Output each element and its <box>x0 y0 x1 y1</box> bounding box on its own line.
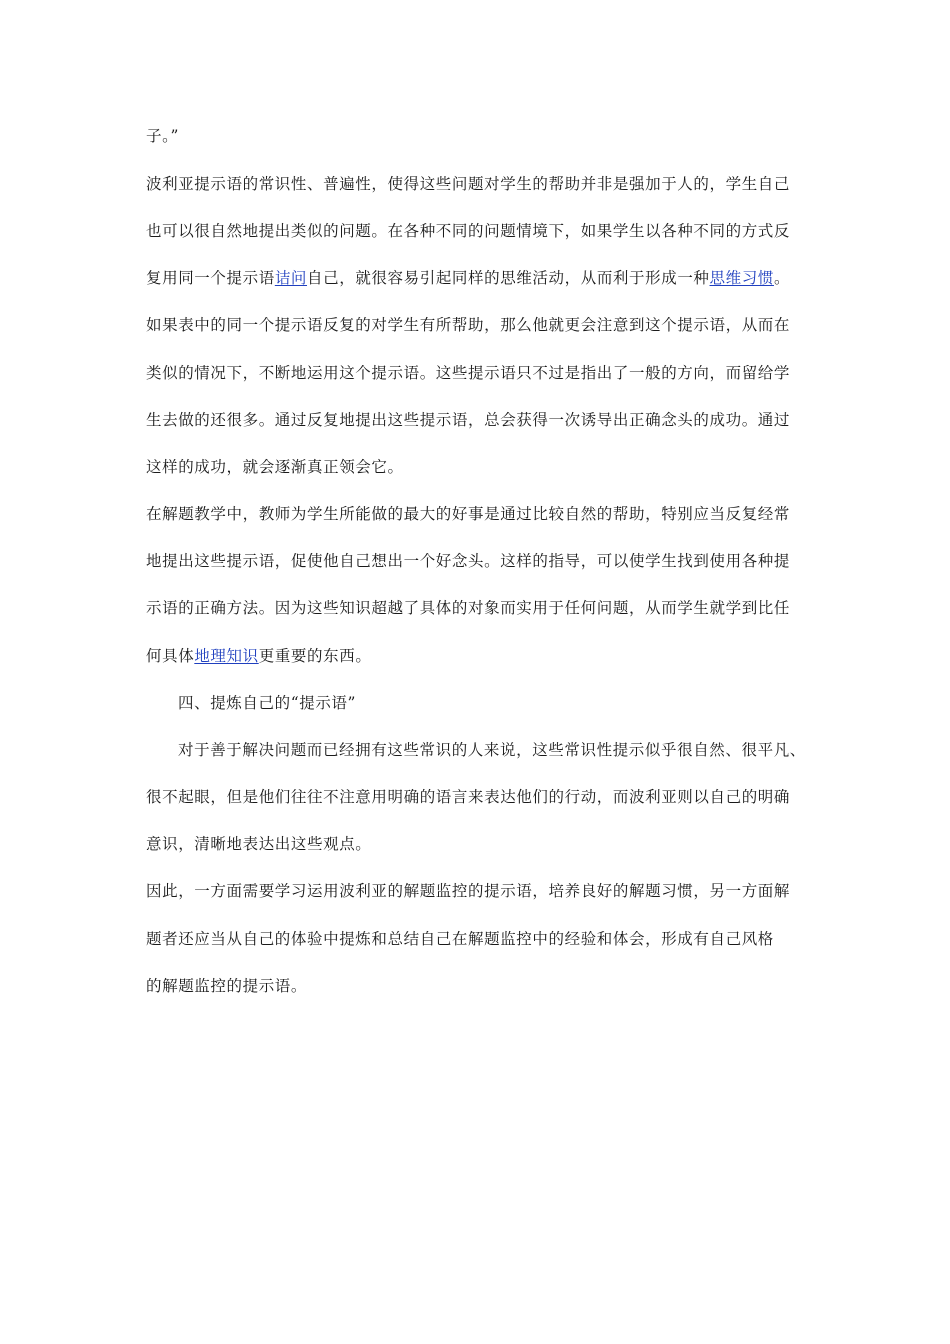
text-line: 子。” <box>146 127 179 145</box>
text-segment: 何具体 <box>146 647 195 665</box>
link-thinking-habit[interactable]: 思维习惯 <box>709 269 774 287</box>
text-line: 在解题教学中，教师为学生所能做的最大的好事是通过比较自然的帮助，特别应当反复经常 <box>146 505 791 523</box>
text-segment: 自己，就很容易引起同样的思维活动，从而利于形成一种 <box>307 269 710 287</box>
section-heading: 四、提炼自己的“提示语” <box>178 694 357 712</box>
text-line: 的解题监控的提示语。 <box>146 977 308 995</box>
text-line: 类似的情况下，不断地运用这个提示语。这些提示语只不过是指出了一般的方向，而留给学 <box>146 364 791 382</box>
text-line <box>146 268 790 288</box>
text-segment: 复用同一个提示语 <box>146 269 275 287</box>
text-line: 地提出这些提示语，促使他自己想出一个好念头。这样的指导，可以使学生找到使用各种提 <box>146 552 791 570</box>
text-segment: 更重要的东西。 <box>258 647 372 665</box>
text-line: 很不起眼，但是他们往往不注意用明确的语言来表达他们的行动，而波利亚则以自己的明确 <box>146 788 791 806</box>
text-line: 这样的成功，就会逐渐真正领会它。 <box>146 458 404 476</box>
text-line: 题者还应当从自己的体验中提炼和总结自己在解题监控中的经验和体会，形成有自己风格 <box>146 930 774 948</box>
link-geography-knowledge[interactable]: 地理知识 <box>194 647 259 665</box>
link-jiewen[interactable]: 诘问 <box>274 269 308 287</box>
text-line: 也可以很自然地提出类似的问题。在各种不同的问题情境下，如果学生以各种不同的方式反 <box>146 222 791 240</box>
text-line: 波利亚提示语的常识性、普遍性，使得这些问题对学生的帮助并非是强加于人的，学生自己 <box>146 175 791 193</box>
text-line: 示语的正确方法。因为这些知识超越了具体的对象而实用于任何问题，从而学生就学到比任 <box>146 599 791 617</box>
text-line: 如果表中的同一个提示语反复的对学生有所帮助，那么他就更会注意到这个提示语，从而在 <box>146 316 791 334</box>
text-line: 生去做的还很多。通过反复地提出这些提示语，总会获得一次诱导出正确念头的成功。通过 <box>146 411 791 429</box>
text-line <box>146 646 371 666</box>
text-line: 意识，清晰地表达出这些观点。 <box>146 835 372 853</box>
text-line: 因此，一方面需要学习运用波利亚的解题监控的提示语，培养良好的解题习惯，另一方面解 <box>146 882 791 900</box>
text-segment: 。 <box>773 269 791 287</box>
text-line: 对于善于解决问题而已经拥有这些常识的人来说，这些常识性提示似乎很自然、很平凡、 <box>178 741 806 759</box>
